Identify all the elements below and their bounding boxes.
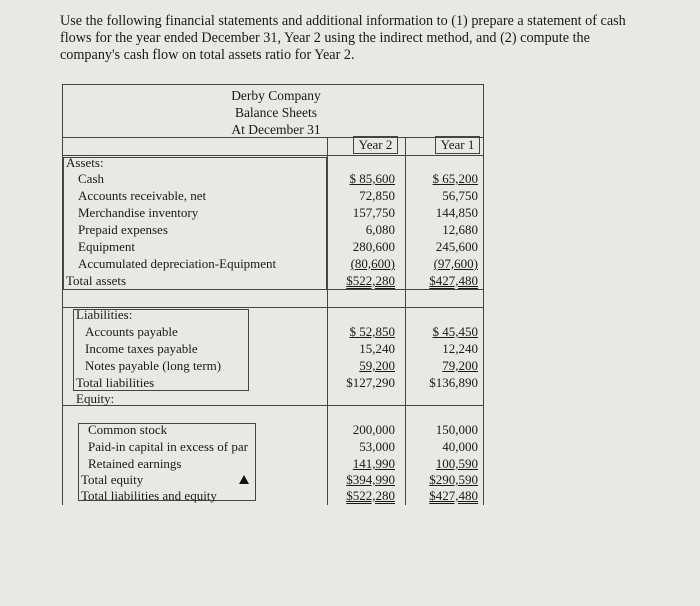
row-label: Common stock — [88, 422, 168, 437]
balance-sheet-table — [62, 84, 484, 505]
row-label: Paid-in capital in excess of par — [88, 439, 248, 454]
value-y2: 59,200 — [359, 358, 395, 373]
row-label: Prepaid expenses — [78, 222, 168, 237]
total-y2: $522,280 — [346, 273, 395, 288]
value-y1: 79,200 — [442, 358, 478, 373]
total-label: Total assets — [66, 273, 127, 288]
total-label: Total equity — [81, 472, 144, 487]
value-y1: 245,600 — [435, 239, 478, 254]
value-y1: 144,850 — [435, 205, 478, 220]
row-label: Accounts payable — [85, 324, 178, 339]
grand-total-y2: $522,280 — [346, 488, 395, 503]
value-y1: 150,000 — [435, 422, 478, 437]
value-y2: $ 52,850 — [349, 324, 395, 339]
value-y2: (80,600) — [350, 256, 395, 271]
rule — [63, 155, 483, 156]
statement-date: At December 31 — [231, 122, 321, 137]
value-y1: 12,680 — [442, 222, 478, 237]
rule — [63, 137, 483, 138]
total-label: Total liabilities — [76, 375, 155, 390]
row-label: Notes payable (long term) — [85, 358, 222, 373]
value-y2: 53,000 — [359, 439, 395, 454]
value-y1: $ 65,200 — [432, 171, 478, 186]
value-y2: 157,750 — [352, 205, 395, 220]
row-label: Accumulated depreciation-Equipment — [78, 256, 277, 271]
column-divider — [405, 137, 406, 505]
total-y1: $290,590 — [429, 472, 478, 487]
section-label-liabilities: Liabilities: — [76, 307, 133, 322]
total-y1: $427,480 — [429, 273, 478, 288]
section-label-equity: Equity: — [76, 391, 115, 406]
column-divider — [327, 137, 328, 505]
row-label: Merchandise inventory — [78, 205, 199, 220]
value-y2: $ 85,600 — [349, 171, 395, 186]
grand-total-y1: $427,480 — [429, 488, 478, 503]
row-label: Accounts receivable, net — [78, 188, 207, 203]
question-prompt: Use the following financial statements and additional information to (1) prepare a statement of cash flows for the year ended December 31, Year 2 using the indirect method, and (2) compute the company's cash flow on total assets ratio for Year 2. — [60, 13, 626, 63]
value-y1: 12,240 — [442, 341, 478, 356]
value-y1: (97,600) — [433, 256, 478, 271]
value-y2: 280,600 — [352, 239, 395, 254]
sheet-heading — [213, 87, 339, 138]
rule — [63, 405, 483, 406]
value-y1: 100,590 — [435, 456, 478, 471]
row-label: Equipment — [78, 239, 136, 254]
total-y2: $394,990 — [346, 472, 395, 487]
statement-name: Balance Sheets — [234, 105, 318, 120]
total-y2: $127,290 — [346, 375, 395, 390]
row-label: Retained earnings — [88, 456, 182, 471]
value-y2: 6,080 — [365, 222, 395, 237]
company-name: Derby Company — [231, 88, 321, 103]
section-label-assets: Assets: — [66, 155, 104, 170]
col-header-year2: Year 2 — [353, 136, 398, 154]
value-y2: 200,000 — [352, 422, 395, 437]
value-y1: 40,000 — [442, 439, 478, 454]
row-label: Cash — [78, 171, 104, 186]
value-y2: 72,850 — [359, 188, 395, 203]
value-y1: $ 45,450 — [432, 324, 478, 339]
row-label: Income taxes payable — [85, 341, 198, 356]
grand-total-label: Total liabilities and equity — [81, 488, 217, 503]
value-y2: 141,990 — [352, 456, 395, 471]
col-header-year1: Year 1 — [435, 136, 480, 154]
value-y2: 15,240 — [359, 341, 395, 356]
value-y1: 56,750 — [442, 188, 478, 203]
total-y1: $136,890 — [429, 375, 478, 390]
